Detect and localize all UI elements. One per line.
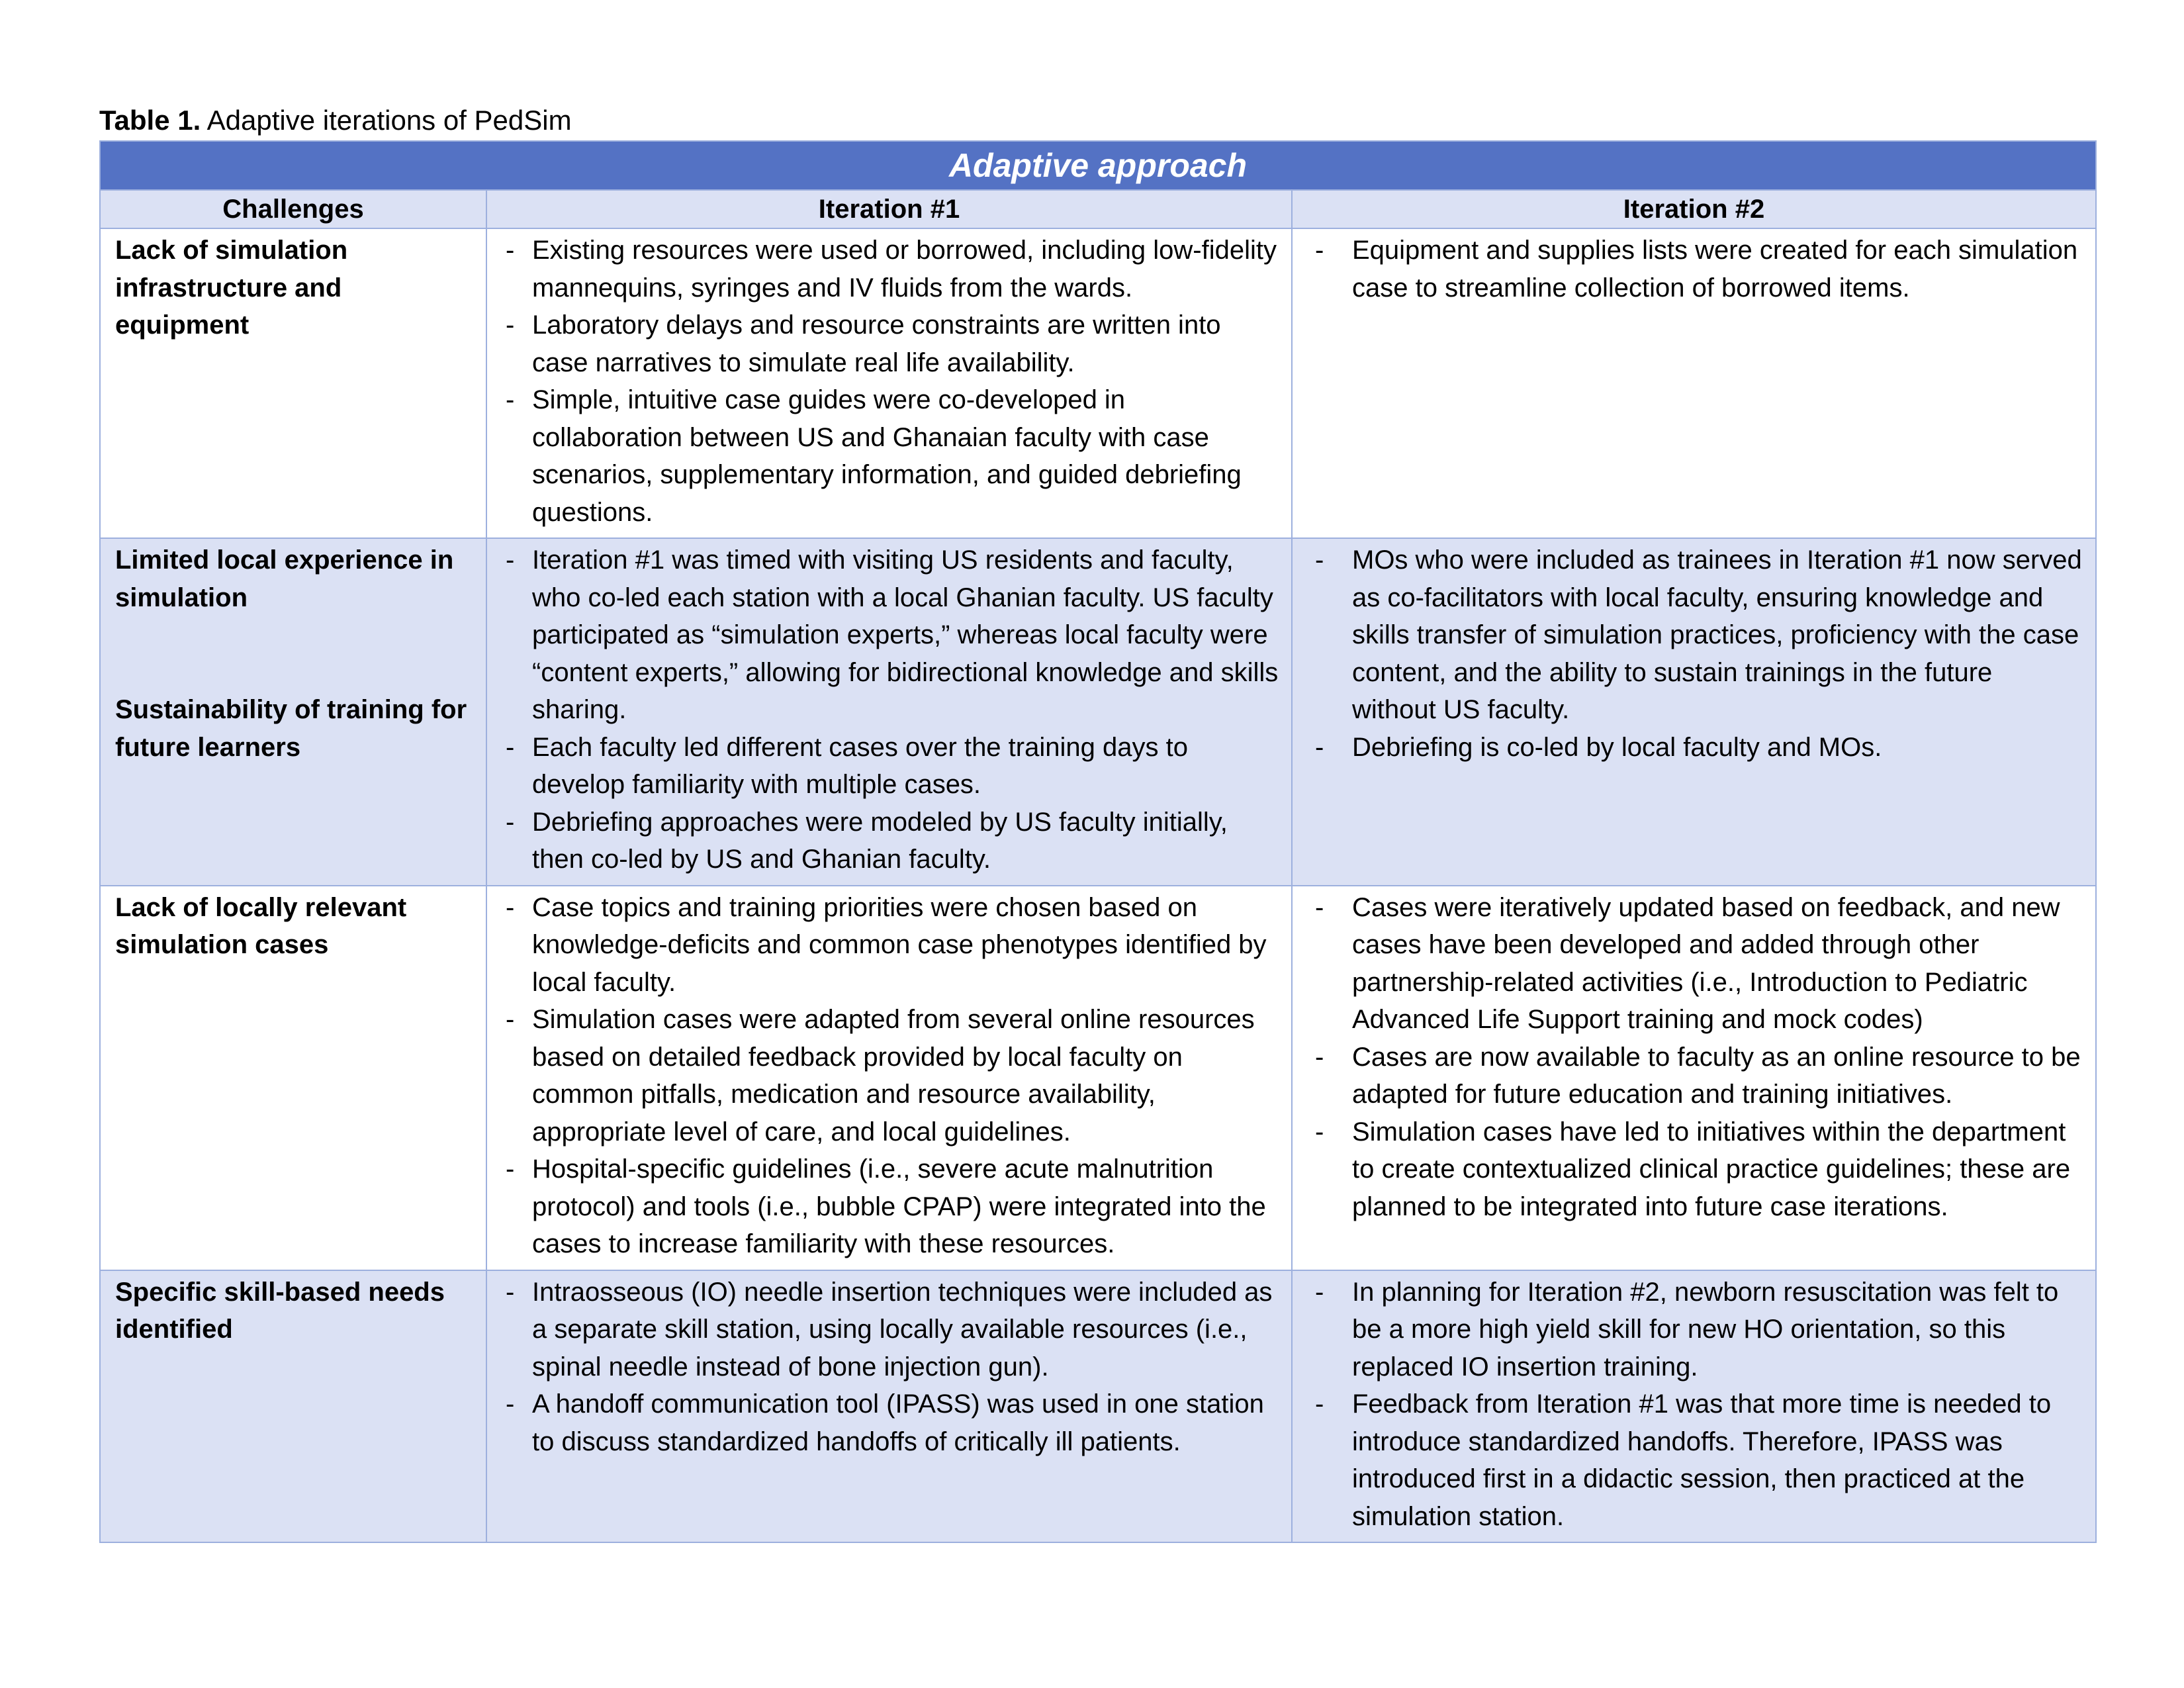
bullet-text: In planning for Iteration #2, newborn resuscitation was felt to be a more high yield skill for new HO orientation, so this replaced IO insertion training. (1352, 1277, 2059, 1382)
table-caption-text: Adaptive iterations of PedSim (206, 105, 572, 136)
bullet-item (1293, 889, 2083, 1039)
bullet-text: Simulation cases have led to initiatives within the department to create contextualized clinical practice guidelines; these are planned to be integrated into future case iterations. (1352, 1117, 2071, 1221)
table-body (100, 228, 2096, 1542)
bullet-text: MOs who were included as trainees in Iteration #1 now served as co-facilitators with local faculty, ensuring knowledge and skills transfer of simulation practices, proficiency with the case content, and the ability to sustain trainings in the future without US faculty. (1352, 545, 2082, 724)
bullet-text: Equipment and supplies lists were created for each simulation case to streamline collection of borrowed items. (1352, 236, 2078, 303)
bullet-list (487, 229, 1291, 538)
bullet-item (487, 381, 1279, 531)
adaptive-iterations-table (99, 140, 2097, 1543)
table-caption (99, 99, 572, 142)
challenge-text: Lack of simulation infrastructure and equipment (115, 236, 348, 340)
bullet-text: Cases were iteratively updated based on feedback, and new cases have been developed and added through other partnership-related activities (i.e., Introduction to Pediatric Advanced Life Support training and mock codes) (1352, 892, 2060, 1034)
bullet-item (487, 804, 1279, 878)
challenge-cell (100, 228, 486, 538)
bullet-item (487, 306, 1279, 381)
bullet-text: Simulation cases were adapted from several online resources based on detailed feedback provided by local faculty on common pitfalls, medication and resource availability, appropriate level of care, and local guidelines. (532, 1005, 1255, 1147)
dash-bullet-icon: - (1315, 236, 1324, 265)
dash-bullet-icon: - (1315, 1117, 1324, 1147)
bullet-item (1293, 1274, 2083, 1386)
column-header-challenges: Challenges (100, 190, 486, 228)
bullet-item (1293, 541, 2083, 729)
dash-bullet-icon: - (1315, 892, 1324, 922)
dash-bullet-icon: - (506, 807, 515, 837)
challenge-cell (100, 886, 486, 1270)
bullet-item (1293, 729, 2083, 767)
bullet-text: Existing resources were used or borrowed, including low-fidelity mannequins, syringes and IV fluids from the wards. (532, 236, 1277, 303)
dash-bullet-icon: - (1315, 545, 1324, 575)
table-caption-label: Table 1. (99, 105, 201, 136)
bullet-text: Cases are now available to faculty as an online resource to be adapted for future education and training initiatives. (1352, 1042, 2081, 1109)
bullet-text: Laboratory delays and resource constraints are written into case narratives to simulate real life availability. (532, 310, 1221, 377)
dash-bullet-icon: - (506, 310, 515, 340)
iteration-1-cell (486, 228, 1292, 538)
challenge-cell (100, 538, 486, 886)
bullet-text: Feedback from Iteration #1 was that more time is needed to introduce standardized handoffs. Therefore, IPASS was introduced first in a didactic session, then practiced at the simulation station. (1352, 1389, 2052, 1531)
bullet-text: Intraosseous (IO) needle insertion techniques were included as a separate skill station, using locally available resources (i.e., spinal needle instead of bone injection gun). (532, 1277, 1273, 1382)
bullet-item (487, 232, 1279, 306)
bullet-text: Debriefing approaches were modeled by US faculty initially, then co-led by US and Ghanian faculty. (532, 807, 1228, 874)
challenge-text: Sustainability of training for future learners (115, 695, 467, 762)
challenge-cell (100, 1270, 486, 1543)
challenge-spacer (115, 616, 473, 691)
bullet-text: Iteration #1 was timed with visiting US residents and faculty, who co-led each station with a local Ghanian faculty. US faculty participated as “simulation experts,” whereas local faculty were “content experts,” allowing for bidirectional knowledge and skills sharing. (532, 545, 1279, 724)
iteration-2-cell (1292, 886, 2096, 1270)
bullet-item (487, 889, 1279, 1002)
table-row (100, 538, 2096, 886)
dash-bullet-icon: - (1315, 1042, 1324, 1072)
dash-bullet-icon: - (506, 1277, 515, 1307)
bullet-list (1293, 229, 2095, 313)
bullet-text: Hospital-specific guidelines (i.e., severe acute malnutrition protocol) and tools (i.e., bubble CPAP) were integrated into the cases to increase familiarity with these resources. (532, 1154, 1266, 1258)
bullet-item (487, 1001, 1279, 1150)
iteration-1-cell (486, 538, 1292, 886)
bullet-list (1293, 1271, 2095, 1542)
iteration-1-cell (486, 1270, 1292, 1543)
bullet-item (1293, 1385, 2083, 1535)
dash-bullet-icon: - (1315, 1389, 1324, 1419)
dash-bullet-icon: - (1315, 1277, 1324, 1307)
bullet-item (487, 1385, 1279, 1460)
challenge-text: Limited local experience in simulation (115, 545, 454, 612)
iteration-2-cell (1292, 538, 2096, 886)
dash-bullet-icon: - (506, 1389, 515, 1419)
dash-bullet-icon: - (1315, 732, 1324, 762)
dash-bullet-icon: - (506, 892, 515, 922)
bullet-list (1293, 886, 2095, 1233)
bullet-text: A handoff communication tool (IPASS) was used in one station to discuss standardized handoffs of critically ill patients. (532, 1389, 1264, 1456)
table-banner-header: Adaptive approach (100, 141, 2096, 190)
bullet-list (487, 539, 1291, 885)
dash-bullet-icon: - (506, 385, 515, 414)
bullet-text: Simple, intuitive case guides were co-developed in collaboration between US and Ghanaian faculty with case scenarios, supplementary information, and guided debriefing questions. (532, 385, 1242, 527)
bullet-item (487, 1150, 1279, 1263)
table-row (100, 228, 2096, 538)
bullet-text: Debriefing is co-led by local faculty and MOs. (1352, 732, 1882, 762)
dash-bullet-icon: - (506, 732, 515, 762)
dash-bullet-icon: - (506, 1005, 515, 1034)
iteration-2-cell (1292, 228, 2096, 538)
table-row (100, 886, 2096, 1270)
dash-bullet-icon: - (506, 1154, 515, 1184)
iteration-2-cell (1292, 1270, 2096, 1543)
bullet-text: Each faculty led different cases over the training days to develop familiarity with multiple cases. (532, 732, 1188, 799)
bullet-list (487, 886, 1291, 1270)
challenge-text: Specific skill-based needs identified (115, 1277, 445, 1344)
bullet-list (1293, 539, 2095, 773)
bullet-item (1293, 1039, 2083, 1113)
bullet-item (487, 729, 1279, 804)
dash-bullet-icon: - (506, 545, 515, 575)
bullet-list (487, 1271, 1291, 1468)
column-header-iteration-1: Iteration #1 (486, 190, 1292, 228)
bullet-item (1293, 232, 2083, 306)
bullet-item (487, 1274, 1279, 1386)
table-row (100, 1270, 2096, 1543)
challenge-text: Lack of locally relevant simulation cases (115, 892, 407, 959)
bullet-item (1293, 1113, 2083, 1226)
dash-bullet-icon: - (506, 236, 515, 265)
iteration-1-cell (486, 886, 1292, 1270)
column-header-iteration-2: Iteration #2 (1292, 190, 2096, 228)
bullet-text: Case topics and training priorities were chosen based on knowledge-deficits and common case phenotypes identified by local faculty. (532, 892, 1267, 997)
bullet-item (487, 541, 1279, 729)
